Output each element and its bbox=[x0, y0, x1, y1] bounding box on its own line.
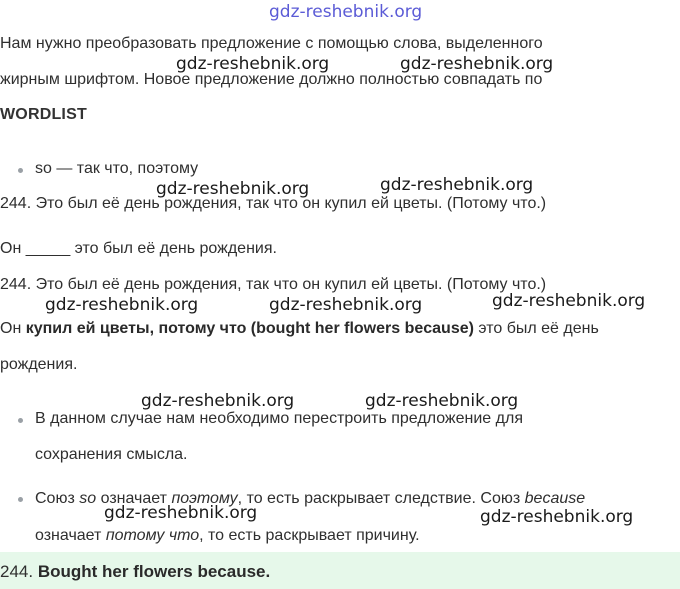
explanation-2-line-2 bbox=[35, 526, 420, 546]
bullet-dot bbox=[18, 497, 23, 502]
expl-text: , то есть раскрывает следствие. Союз bbox=[237, 490, 521, 507]
answer-line bbox=[0, 562, 270, 582]
bullet-dot bbox=[18, 168, 23, 173]
expl-text: Союз bbox=[35, 490, 75, 507]
solution-end: это был её день bbox=[478, 320, 599, 337]
solution-bold: купил ей цветы, потому что (bought her flowers because) bbox=[25, 320, 474, 337]
wordlist-heading: WORDLIST bbox=[0, 106, 87, 123]
expl-text: , то есть раскрывает причину. bbox=[199, 527, 420, 544]
watermark: gdz-reshebnik.org bbox=[141, 391, 295, 411]
expl-so: so bbox=[79, 490, 97, 507]
solution-task-line: 244. Это был её день рождения, так что он купил ей цветы. (Потому что.) bbox=[0, 276, 547, 293]
task-gap-line: Он _____ это был её день рождения. bbox=[0, 240, 277, 257]
watermark: gdz-reshebnik.org bbox=[104, 503, 258, 523]
watermark: gdz-reshebnik.org bbox=[176, 54, 330, 74]
intro-line-1: Нам нужно преобразовать предложение с помощью слова, выделенного bbox=[0, 35, 543, 52]
expl-text: означает bbox=[100, 490, 167, 507]
expl-because: because bbox=[524, 490, 586, 507]
expl-text: означает bbox=[35, 527, 102, 544]
watermark: gdz-reshebnik.org bbox=[492, 291, 646, 311]
watermark: gdz-reshebnik.org bbox=[400, 54, 554, 74]
watermark-top: gdz-reshebnik.org bbox=[269, 2, 423, 22]
expl-potomu: потому что bbox=[105, 527, 200, 544]
answer-number: 244. bbox=[0, 562, 34, 581]
bullet-dot bbox=[18, 418, 23, 423]
watermark: gdz-reshebnik.org bbox=[365, 391, 519, 411]
watermark: gdz-reshebnik.org bbox=[380, 175, 534, 195]
task-line: 244. Это был её день рождения, так что он купил ей цветы. (Потому что.) bbox=[0, 195, 547, 212]
watermark: gdz-reshebnik.org bbox=[45, 295, 199, 315]
watermark: gdz-reshebnik.org bbox=[156, 179, 310, 199]
explanation-1-line-1: В данном случае нам необходимо перестроить предложение для bbox=[35, 410, 523, 427]
explanation-1-line-2: сохранения смысла. bbox=[35, 446, 188, 463]
solution-line-2: рождения. bbox=[0, 356, 78, 373]
wordlist-item: so — так что, поэтому bbox=[35, 160, 199, 177]
watermark: gdz-reshebnik.org bbox=[480, 507, 634, 527]
expl-poetomu: поэтому bbox=[171, 490, 238, 507]
answer-text: Bought her flowers because. bbox=[37, 562, 271, 581]
intro-line-2: жирным шрифтом. Новое предложение должно полностью совпадать по bbox=[0, 71, 543, 88]
solution-start: Он bbox=[0, 320, 22, 337]
watermark: gdz-reshebnik.org bbox=[269, 295, 423, 315]
solution-line bbox=[0, 319, 599, 339]
